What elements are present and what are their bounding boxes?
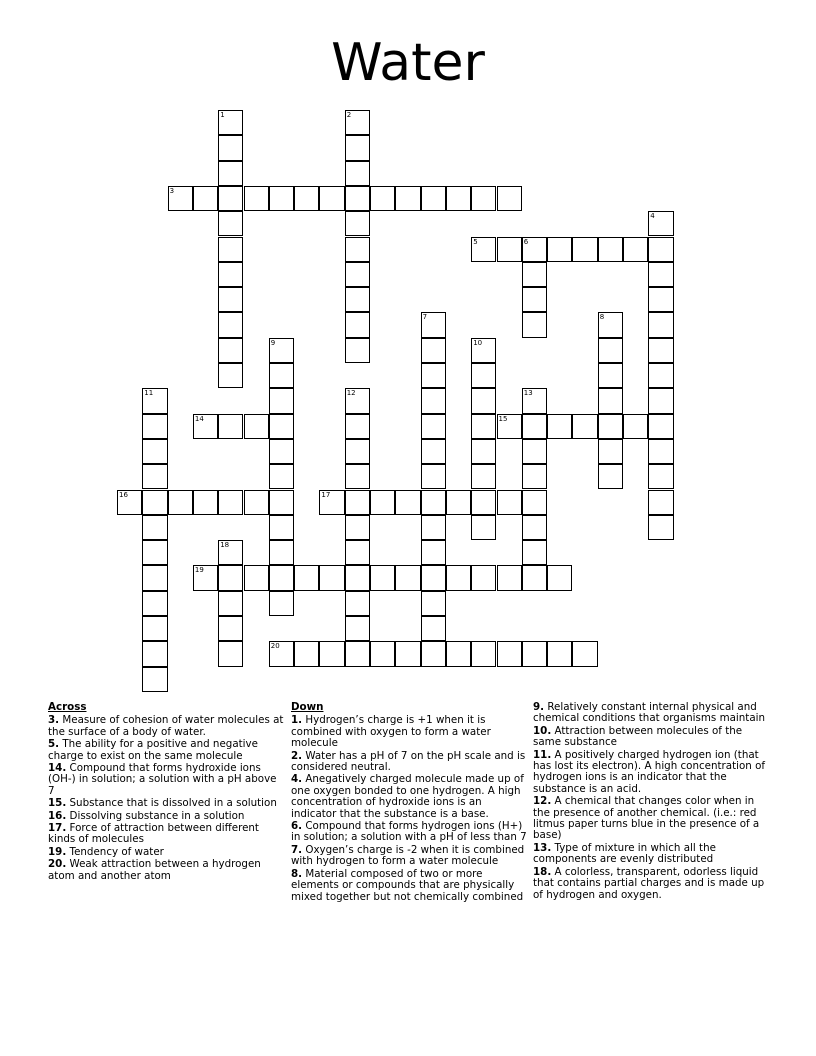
down-heading: Down xyxy=(291,701,324,713)
grid-cell[interactable] xyxy=(269,490,294,515)
clue-number: 9 xyxy=(270,338,276,347)
clue-item-number: 1. xyxy=(291,714,303,727)
grid-cell[interactable] xyxy=(421,186,446,211)
clue-number: 1 xyxy=(220,111,225,119)
grid-cell[interactable] xyxy=(648,414,673,439)
grid-cell[interactable] xyxy=(497,565,522,590)
clue-number: 16 xyxy=(119,490,128,499)
grid-cell[interactable] xyxy=(142,515,167,540)
grid-cell[interactable] xyxy=(598,363,623,388)
clue-number: 13 xyxy=(523,389,533,398)
clue-item xyxy=(291,869,529,903)
clue-item-number: 17. xyxy=(48,822,67,835)
clue-item-text: Weak attraction between a hydrogen atom and another atom xyxy=(48,858,261,882)
clue-item-text: Compound that forms hydroxide ions (OH-) in solution; a solution with a pH above 7 xyxy=(48,762,277,797)
grid-cell[interactable] xyxy=(572,641,597,666)
grid-cell[interactable] xyxy=(168,186,193,211)
clue-item-text: Compound that forms hydrogen ions (H+) in solution; a solution with a pH of less than 7 xyxy=(291,820,527,844)
grid-cell[interactable] xyxy=(269,414,294,439)
clue-item-text: Tendency of water xyxy=(66,845,164,858)
grid-cell[interactable] xyxy=(421,338,446,363)
grid-cell[interactable] xyxy=(598,237,623,262)
clue-item xyxy=(48,763,286,797)
puzzle-title: Water xyxy=(331,33,485,93)
grid-cell[interactable] xyxy=(269,540,294,565)
clue-item-number: 19. xyxy=(48,845,67,858)
clue-number: 18 xyxy=(220,541,230,550)
grid-cell[interactable] xyxy=(497,186,522,211)
grid-cell[interactable] xyxy=(648,211,673,236)
grid-cell[interactable] xyxy=(471,515,496,540)
clue-number: 12 xyxy=(346,389,356,398)
clue-item-text: Material composed of two or more elements or compounds that are physically mixed together but not chemically combined xyxy=(291,867,524,903)
clue-item xyxy=(291,821,529,844)
clue-item xyxy=(291,751,529,774)
clue-item-number: 5. xyxy=(48,738,60,751)
grid-cell[interactable] xyxy=(395,641,420,666)
grid-cell[interactable] xyxy=(345,161,370,186)
clue-item-text: Anegatively charged molecule made up of one oxygen bonded to one hydrogen. A high concentration of hydroxide ions is an indicator that the substance is a base. xyxy=(291,773,524,820)
clue-number: 11 xyxy=(144,389,154,398)
grid-cell[interactable] xyxy=(193,490,218,515)
clue-item-text: Water has a pH of 7 on the pH scale and is considered neutral. xyxy=(291,749,526,774)
grid-cell[interactable] xyxy=(345,565,370,590)
grid-cell[interactable] xyxy=(547,641,572,666)
clue-number: 4 xyxy=(650,212,655,221)
grid-cell[interactable] xyxy=(522,237,547,262)
grid-cell[interactable] xyxy=(345,186,370,211)
grid-cell[interactable] xyxy=(522,262,547,287)
grid-cell[interactable] xyxy=(421,312,446,337)
grid-cell[interactable] xyxy=(142,464,167,489)
grid-cell[interactable] xyxy=(370,565,395,590)
grid-cell[interactable] xyxy=(269,439,294,464)
grid-cell[interactable] xyxy=(218,262,243,287)
grid-cell[interactable] xyxy=(345,211,370,236)
grid-cell[interactable] xyxy=(497,641,522,666)
grid-cell[interactable] xyxy=(218,414,243,439)
grid-cell[interactable] xyxy=(193,186,218,211)
grid-cell[interactable] xyxy=(142,540,167,565)
clue-item-text: A chemical that changes color when in the presence of another chemical. (i.e.: red litmus paper turns blue in the presence of a base) xyxy=(533,795,760,842)
grid-cell[interactable] xyxy=(522,414,547,439)
grid-cell[interactable] xyxy=(421,414,446,439)
grid-cell[interactable] xyxy=(648,338,673,363)
grid-cell[interactable] xyxy=(319,641,344,666)
clue-item xyxy=(48,798,286,809)
grid-cell[interactable] xyxy=(421,388,446,413)
grid-cell[interactable] xyxy=(648,439,673,464)
grid-cell[interactable] xyxy=(269,186,294,211)
grid-cell[interactable] xyxy=(471,388,496,413)
clue-number: 6 xyxy=(523,237,529,246)
grid-cell[interactable] xyxy=(269,641,294,666)
grid-cell[interactable] xyxy=(421,591,446,616)
down-clue-list xyxy=(291,715,529,903)
grid-cell[interactable] xyxy=(471,414,496,439)
clue-item xyxy=(48,715,286,738)
grid-cell[interactable] xyxy=(572,237,597,262)
grid-cell[interactable] xyxy=(218,591,243,616)
grid-cell[interactable] xyxy=(572,414,597,439)
grid-cell[interactable] xyxy=(244,490,269,515)
down-clues-column xyxy=(291,702,529,904)
clue-item xyxy=(48,823,286,846)
grid-cell[interactable] xyxy=(345,490,370,515)
grid-cell[interactable] xyxy=(218,641,243,666)
grid-cell[interactable] xyxy=(345,515,370,540)
clue-item-number: 8. xyxy=(291,867,303,880)
clue-item-text: Dissolving substance in a solution xyxy=(66,809,245,822)
grid-cell[interactable] xyxy=(598,464,623,489)
grid-cell[interactable] xyxy=(218,312,243,337)
clue-number: 15 xyxy=(498,414,508,423)
grid-cell[interactable] xyxy=(648,490,673,515)
across-heading: Across xyxy=(48,701,87,713)
grid-cell[interactable] xyxy=(218,186,243,211)
grid-cell[interactable] xyxy=(421,464,446,489)
grid-cell[interactable] xyxy=(244,414,269,439)
clue-item-number: 6. xyxy=(291,820,303,833)
grid-cell[interactable] xyxy=(446,490,471,515)
grid-cell[interactable] xyxy=(345,110,370,135)
grid-cell[interactable] xyxy=(244,565,269,590)
grid-cell[interactable] xyxy=(218,110,243,135)
clue-item-text: Type of mixture in which all the components are evenly distributed xyxy=(533,841,716,866)
grid-cell[interactable] xyxy=(471,237,496,262)
clue-item-text: Measure of cohesion of water molecules at the surface of a body of water. xyxy=(48,714,284,738)
grid-cell[interactable] xyxy=(345,414,370,439)
grid-cell[interactable] xyxy=(522,388,547,413)
grid-cell[interactable] xyxy=(345,641,370,666)
grid-cell[interactable] xyxy=(471,490,496,515)
clue-item-number: 15. xyxy=(48,797,67,810)
clue-item xyxy=(291,715,529,749)
across-clue-list xyxy=(48,715,286,882)
grid-cell[interactable] xyxy=(269,388,294,413)
clue-item xyxy=(291,774,529,820)
clue-item xyxy=(533,726,771,749)
grid-cell[interactable] xyxy=(345,338,370,363)
grid-cell[interactable] xyxy=(648,515,673,540)
grid-cell[interactable] xyxy=(648,262,673,287)
grid-cell[interactable] xyxy=(142,388,167,413)
clue-item-text: Oxygen’s charge is -2 when it is combined with hydrogen to form a water molecule xyxy=(291,843,525,868)
grid-cell[interactable] xyxy=(446,565,471,590)
grid-cell[interactable] xyxy=(218,287,243,312)
grid-cell[interactable] xyxy=(522,312,547,337)
grid-cell[interactable] xyxy=(471,186,496,211)
clue-item xyxy=(48,859,286,882)
grid-cell[interactable] xyxy=(598,312,623,337)
clue-item-number: 3. xyxy=(48,714,60,727)
clue-item-number: 16. xyxy=(48,809,67,822)
grid-cell[interactable] xyxy=(623,237,648,262)
grid-cell[interactable] xyxy=(471,565,496,590)
grid-cell[interactable] xyxy=(294,186,319,211)
clue-number: 10 xyxy=(473,338,483,347)
clue-number: 7 xyxy=(422,313,428,322)
grid-cell[interactable] xyxy=(168,490,193,515)
grid-cell[interactable] xyxy=(269,464,294,489)
grid-cell[interactable] xyxy=(142,616,167,641)
grid-cell[interactable] xyxy=(547,414,572,439)
clue-item-text: A colorless, transparent, odorless liquid that contains partial charges and is made up of hydrogen and oxygen. xyxy=(533,865,765,901)
clue-item-number: 2. xyxy=(291,749,303,762)
clue-number: 8 xyxy=(599,313,605,322)
grid-cell[interactable] xyxy=(345,464,370,489)
clue-number: 3 xyxy=(169,186,175,195)
grid-cell[interactable] xyxy=(421,363,446,388)
clue-item-number: 11. xyxy=(533,748,552,761)
grid-cell[interactable] xyxy=(269,338,294,363)
grid-cell[interactable] xyxy=(218,565,243,590)
grid-cell[interactable] xyxy=(370,490,395,515)
grid-cell[interactable] xyxy=(648,287,673,312)
clue-item xyxy=(48,811,286,822)
clue-item xyxy=(533,843,771,866)
clue-item-number: 20. xyxy=(48,858,67,871)
grid-cell[interactable] xyxy=(117,490,142,515)
grid-cell[interactable] xyxy=(648,312,673,337)
grid-cell[interactable] xyxy=(345,388,370,413)
grid-cell[interactable] xyxy=(319,490,344,515)
clue-item xyxy=(48,739,286,762)
clue-item-text: Hydrogen’s charge is +1 when it is combined with oxygen to form a water molecule xyxy=(291,714,491,750)
grid-cell[interactable] xyxy=(598,338,623,363)
grid-cell[interactable] xyxy=(269,591,294,616)
grid-cell[interactable] xyxy=(142,641,167,666)
clue-item xyxy=(48,847,286,858)
grid-cell[interactable] xyxy=(142,439,167,464)
grid-cell[interactable] xyxy=(345,312,370,337)
grid-cell[interactable] xyxy=(421,490,446,515)
grid-cell[interactable] xyxy=(446,186,471,211)
grid-cell[interactable] xyxy=(497,237,522,262)
grid-cell[interactable] xyxy=(370,641,395,666)
grid-cell[interactable] xyxy=(598,414,623,439)
down-clue-list-continued xyxy=(533,702,771,901)
grid-cell[interactable] xyxy=(421,439,446,464)
grid-cell[interactable] xyxy=(648,237,673,262)
grid-cell[interactable] xyxy=(395,565,420,590)
grid-cell[interactable] xyxy=(497,414,522,439)
grid-cell[interactable] xyxy=(497,490,522,515)
grid-cell[interactable] xyxy=(218,540,243,565)
clue-item-text: The ability for a positive and negative charge to exist on the same molecule xyxy=(48,738,258,762)
grid-cell[interactable] xyxy=(345,262,370,287)
grid-cell[interactable] xyxy=(142,490,167,515)
grid-cell[interactable] xyxy=(522,287,547,312)
grid-cell[interactable] xyxy=(421,515,446,540)
grid-cell[interactable] xyxy=(345,616,370,641)
clue-item xyxy=(533,702,771,725)
grid-cell[interactable] xyxy=(218,338,243,363)
clue-item-number: 10. xyxy=(533,724,552,737)
grid-cell[interactable] xyxy=(218,161,243,186)
grid-cell[interactable] xyxy=(522,540,547,565)
across-clues-column xyxy=(48,702,286,883)
grid-cell[interactable] xyxy=(471,641,496,666)
clue-number: 2 xyxy=(346,111,352,119)
grid-cell[interactable] xyxy=(218,135,243,160)
clue-item xyxy=(533,750,771,796)
grid-cell[interactable] xyxy=(471,338,496,363)
clue-item-number: 18. xyxy=(533,865,552,878)
clue-item xyxy=(533,796,771,842)
grid-cell[interactable] xyxy=(345,135,370,160)
grid-cell[interactable] xyxy=(648,363,673,388)
grid-cell[interactable] xyxy=(623,414,648,439)
grid-cell[interactable] xyxy=(522,464,547,489)
clue-item-text: A positively charged hydrogen ion (that has lost its electron). A high concentration of hydrogen ions is an indicator that the substance is an acid. xyxy=(533,748,766,795)
grid-cell[interactable] xyxy=(294,641,319,666)
clue-item-text: Relatively constant internal physical and chemical conditions that organisms maintain xyxy=(533,701,766,725)
grid-cell[interactable] xyxy=(193,565,218,590)
grid-cell[interactable] xyxy=(421,565,446,590)
grid-cell[interactable] xyxy=(522,490,547,515)
grid-cell[interactable] xyxy=(471,363,496,388)
grid-cell[interactable] xyxy=(294,565,319,590)
grid-cell[interactable] xyxy=(218,490,243,515)
grid-cell[interactable] xyxy=(598,388,623,413)
grid-cell[interactable] xyxy=(142,414,167,439)
grid-cell[interactable] xyxy=(345,540,370,565)
grid-cell[interactable] xyxy=(142,565,167,590)
clue-number: 19 xyxy=(194,566,204,575)
grid-cell[interactable] xyxy=(522,515,547,540)
grid-cell[interactable] xyxy=(218,363,243,388)
grid-cell[interactable] xyxy=(345,237,370,262)
grid-cell[interactable] xyxy=(395,490,420,515)
grid-cell[interactable] xyxy=(547,237,572,262)
clue-item-number: 7. xyxy=(291,843,303,856)
grid-cell[interactable] xyxy=(522,439,547,464)
clue-number: 17 xyxy=(321,490,331,499)
grid-cell[interactable] xyxy=(319,186,344,211)
clue-item-text: Force of attraction between different kinds of molecules xyxy=(48,822,259,846)
grid-cell[interactable] xyxy=(421,616,446,641)
clue-item-number: 9. xyxy=(533,701,545,713)
clue-item-number: 13. xyxy=(533,841,552,854)
clue-number: 14 xyxy=(194,414,204,423)
grid-cell[interactable] xyxy=(471,464,496,489)
grid-cell[interactable] xyxy=(345,439,370,464)
clue-item-text: Substance that is dissolved in a solution xyxy=(66,797,277,810)
clue-item-number: 4. xyxy=(291,773,303,786)
grid-cell[interactable] xyxy=(648,464,673,489)
grid-cell[interactable] xyxy=(244,186,269,211)
grid-cell[interactable] xyxy=(218,616,243,641)
grid-cell[interactable] xyxy=(218,211,243,236)
grid-cell[interactable] xyxy=(395,186,420,211)
grid-cell[interactable] xyxy=(471,439,496,464)
grid-cell[interactable] xyxy=(370,186,395,211)
grid-cell[interactable] xyxy=(345,287,370,312)
clue-item xyxy=(533,867,771,901)
grid-cell[interactable] xyxy=(269,565,294,590)
grid-cell[interactable] xyxy=(522,641,547,666)
grid-cell[interactable] xyxy=(547,565,572,590)
grid-cell[interactable] xyxy=(269,363,294,388)
down-clues-column-continued xyxy=(533,702,771,902)
grid-cell[interactable] xyxy=(193,414,218,439)
clue-item-text: Attraction between molecules of the same substance xyxy=(533,724,743,749)
grid-cell[interactable] xyxy=(142,591,167,616)
clue-number: 5 xyxy=(473,237,478,246)
grid-cell[interactable] xyxy=(319,565,344,590)
grid-cell[interactable] xyxy=(446,641,471,666)
grid-cell[interactable] xyxy=(648,388,673,413)
clue-item-number: 14. xyxy=(48,762,67,775)
grid-cell[interactable] xyxy=(269,515,294,540)
grid-cell[interactable] xyxy=(598,439,623,464)
clue-item-number: 12. xyxy=(533,795,552,808)
grid-cell[interactable] xyxy=(421,540,446,565)
grid-cell[interactable] xyxy=(142,667,167,692)
clue-number: 20 xyxy=(270,642,280,651)
grid-cell[interactable] xyxy=(345,591,370,616)
grid-cell[interactable] xyxy=(218,237,243,262)
grid-cell[interactable] xyxy=(522,565,547,590)
grid-cell[interactable] xyxy=(421,641,446,666)
clue-item xyxy=(291,845,529,868)
